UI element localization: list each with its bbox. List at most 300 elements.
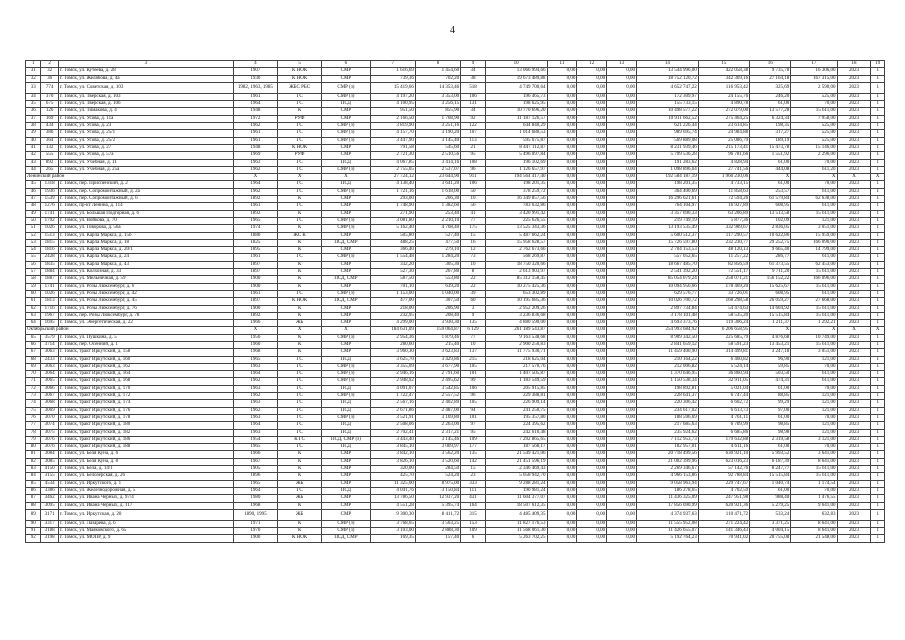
table-cell: 0,00 xyxy=(577,93,607,100)
table-cell: 5 524,14 xyxy=(698,363,749,370)
table-cell: 14 353,46 xyxy=(415,82,460,93)
table-cell: 0,00 xyxy=(547,108,577,115)
table-cell: г. Томск, ул. Маяковского, д. 65 xyxy=(58,528,233,535)
table-cell: 1936 xyxy=(41,188,58,195)
table-cell: г. Томск, ул. Розы Люксембург, д. 76 xyxy=(58,305,233,312)
table-row xyxy=(26,509,885,520)
table-cell: 1 xyxy=(871,152,885,159)
table-cell: 76 xyxy=(26,414,41,421)
table-cell: 3 256,15 xyxy=(415,101,460,108)
table-cell: 629 576,77 xyxy=(636,290,698,297)
table-cell: 254 993 684,92 xyxy=(636,327,698,334)
table-cell: 1966 xyxy=(233,451,277,458)
table-cell: 228 641,37 xyxy=(636,393,698,400)
table-cell: 653 302,89 xyxy=(485,290,547,297)
table-cell: 3 503,25 xyxy=(415,520,460,527)
table-cell: 190 981,24 xyxy=(485,487,547,494)
table-cell: 3 xyxy=(461,305,486,312)
table-cell: 1 xyxy=(871,334,885,341)
table-cell: 525,00 xyxy=(791,130,837,137)
table-cell: 2 510,56 xyxy=(415,152,460,159)
table-cell: 6 613,73 xyxy=(698,407,749,414)
table-cell: 72 594,26 xyxy=(698,196,749,203)
table-cell: 2023 xyxy=(837,429,871,436)
table-cell: 0,00 xyxy=(607,210,637,217)
table-cell: 2 954,36 xyxy=(370,334,415,341)
table-cell: 2023 xyxy=(837,528,871,535)
table-cell: 4 197,20 xyxy=(370,93,415,100)
table-cell: г. Томск, ул. Карла Маркса, д. 43 xyxy=(58,261,233,268)
table-cell: 9 300,30 xyxy=(370,509,415,520)
table-cell: 0,00 xyxy=(547,239,577,246)
table-cell: 63 xyxy=(26,312,41,319)
table-cell: 10 911 662,52 xyxy=(636,115,698,122)
table-cell: 18 xyxy=(837,61,871,68)
table-cell: 61,00 xyxy=(750,487,791,494)
table-cell: 764 104,97 xyxy=(636,203,698,210)
table-cell: 272 079,00 xyxy=(698,108,749,115)
table-cell: X xyxy=(750,327,791,334)
table-cell: 78 xyxy=(26,429,41,436)
table-cell: К xyxy=(278,239,322,246)
table-cell: 0,00 xyxy=(577,130,607,137)
table-cell: 2023 xyxy=(837,487,871,494)
table-cell: 2 541 392,20 xyxy=(636,269,698,276)
table-cell: ПСД xyxy=(322,444,370,451)
table-cell: 0,00 xyxy=(607,75,637,82)
table-cell: 3063 xyxy=(41,363,58,370)
table-cell: 611,00 xyxy=(791,203,837,210)
table-cell: 1897 xyxy=(233,261,277,268)
table-cell: 1965 xyxy=(233,480,277,487)
table-cell: 911 xyxy=(461,174,486,181)
table-cell: ГС xyxy=(278,93,322,100)
table-cell: 1 xyxy=(26,61,41,68)
table-cell: 0,00 xyxy=(607,393,637,400)
table-row xyxy=(26,393,885,400)
table-cell: 1971 xyxy=(233,520,277,527)
table-cell: ПСД xyxy=(322,385,370,392)
table-cell: ПСД xyxy=(322,400,370,407)
table-cell: 82 856,59 xyxy=(698,261,749,268)
table-cell: 0,00 xyxy=(577,283,607,290)
table-cell: г. Томск, ул. Бела, д. 14/1 xyxy=(58,466,233,473)
table-cell: 9 711,20 xyxy=(750,269,791,276)
table-cell: 364 400,69 xyxy=(636,188,698,195)
page-number: 4 xyxy=(450,25,455,36)
table-cell: 2023 xyxy=(837,400,871,407)
table-cell: 1 xyxy=(871,509,885,520)
table-cell: 0,00 xyxy=(547,203,577,210)
table-cell: 0,00 xyxy=(547,414,577,421)
table-cell: X xyxy=(322,327,370,334)
table-cell: 6 324,34 xyxy=(750,115,791,122)
table-cell: 41 xyxy=(26,144,41,151)
table-cell: 0,00 xyxy=(577,247,607,254)
table-cell: 2023 xyxy=(837,210,871,217)
table-cell: 0,00 xyxy=(577,312,607,319)
table-cell: 3 xyxy=(58,61,233,68)
table-cell: К xyxy=(278,451,322,458)
table-cell: 1969 xyxy=(233,152,277,159)
table-cell: 3 562,20 xyxy=(415,451,460,458)
table-cell: 3 845,10 xyxy=(370,444,415,451)
table-cell: ПСД xyxy=(322,422,370,429)
table-cell: 72 xyxy=(26,385,41,392)
table-cell: X xyxy=(837,327,871,334)
table-cell: 18 667 485,70 xyxy=(636,261,698,268)
table-cell: 1961 xyxy=(233,137,277,144)
table-cell: 0,00 xyxy=(547,495,577,502)
table-cell: 18 750 320,66 xyxy=(485,261,547,268)
table-cell: 15 625,67 xyxy=(750,283,791,290)
table-cell: 1948 xyxy=(233,108,277,115)
table-cell: ПСД xyxy=(322,429,370,436)
table-cell: 3 443,40 xyxy=(370,436,415,443)
table-cell: 8 411,72 xyxy=(415,509,460,520)
table-cell: 196 102,69 xyxy=(485,159,547,166)
table-cell: СМР (з) xyxy=(322,378,370,385)
table-cell: СМР xyxy=(322,312,370,319)
table-cell: 342 369,16 xyxy=(698,75,749,82)
table-cell: 0,00 xyxy=(577,115,607,122)
table-cell: 1026 xyxy=(41,290,58,297)
table-cell: К xyxy=(278,502,322,509)
table-cell: 191 283,62 xyxy=(636,159,698,166)
table-cell: 5 600 512,37 xyxy=(636,232,698,239)
table-cell: 1 xyxy=(871,203,885,210)
table-cell: 61,00 xyxy=(750,414,791,421)
table-cell: К xyxy=(278,261,322,268)
table-cell: 0,00 xyxy=(607,166,637,173)
table-cell: 3155 xyxy=(41,473,58,480)
table-cell: ПСД, СМР (з) xyxy=(322,436,370,443)
table-row xyxy=(26,385,885,392)
table-cell: К xyxy=(278,210,322,217)
table-cell: 126 xyxy=(41,108,58,115)
table-cell: г. Томск, ул. Усова, д. 57а xyxy=(58,152,233,159)
table-cell: 55 xyxy=(26,254,41,261)
table-cell: 22 xyxy=(461,283,486,290)
table-cell: 121,00 xyxy=(791,422,837,429)
table-cell: г. Томск, ул. Учебная, д. 25а xyxy=(58,166,233,173)
table-cell: 42 xyxy=(26,152,41,159)
table-cell: г. Томск, ул. Карла Маркса, д. 15б xyxy=(58,232,233,239)
table-cell: 0,00 xyxy=(577,520,607,527)
table-cell: г. Томск, ул. Лазарева, д. 6 xyxy=(58,520,233,527)
table-cell: 1 xyxy=(871,407,885,414)
table-cell: 53 xyxy=(26,239,41,246)
table-cell: г. Томск, ул. МОПР, д. 9 xyxy=(58,535,233,542)
table-cell: 1 xyxy=(871,371,885,378)
table-cell: СМР xyxy=(322,247,370,254)
table-cell: 265 xyxy=(41,166,58,173)
table-cell: 0,00 xyxy=(577,232,607,239)
table-row xyxy=(26,239,885,246)
table-cell: 135 xyxy=(461,320,486,327)
table-cell: 1 xyxy=(871,451,885,458)
table-cell: 0,00 xyxy=(547,75,577,82)
table-cell: 98,85 xyxy=(750,422,791,429)
table-cell: 503,50 xyxy=(750,371,791,378)
table-cell: 50 xyxy=(26,217,41,224)
table-cell: г. Томск, ул. Усова, д. 11а xyxy=(58,115,233,122)
table-cell: 119 306,24 xyxy=(698,320,749,327)
table-cell: 5 162,40 xyxy=(370,225,415,232)
table-cell: 1 xyxy=(871,502,885,509)
table-cell: 31 xyxy=(26,68,41,75)
table-row xyxy=(26,535,885,542)
table-cell: 15 xyxy=(698,61,749,68)
table-cell: 1 xyxy=(871,68,885,75)
table-cell: 13 453,21 xyxy=(750,341,791,348)
table-row xyxy=(26,247,885,254)
table-cell: К xyxy=(278,283,322,290)
table-cell: 3188 xyxy=(41,528,58,535)
table-cell: 1318 xyxy=(41,181,58,188)
table-cell: СМР (з) xyxy=(322,414,370,421)
table-cell: 234 617,02 xyxy=(636,407,698,414)
table-cell: 12 937,20 xyxy=(415,495,460,502)
table-cell: 0,00 xyxy=(547,341,577,348)
table-cell: 19 673 489,88 xyxy=(485,75,547,82)
table-cell: 1 xyxy=(871,225,885,232)
table-cell: 6 187,39 xyxy=(750,458,791,465)
table-cell: К xyxy=(278,196,322,203)
table-cell: 2023 xyxy=(837,520,871,527)
table-cell: 121,00 xyxy=(791,407,837,414)
table-cell: 61 xyxy=(26,298,41,305)
table-cell: 196 465,73 xyxy=(485,93,547,100)
table-cell: 39 xyxy=(461,290,486,297)
table-cell: 307,50 xyxy=(415,298,460,305)
table-cell: 3 521,91 xyxy=(370,414,415,421)
table-cell: 1948 xyxy=(233,144,277,151)
table-cell: 4 091,07 xyxy=(370,385,415,392)
table-row xyxy=(26,283,885,290)
table-cell: 61 579,84 xyxy=(750,196,791,203)
table-cell: 2023 xyxy=(837,68,871,75)
table-cell: 10 749,00 xyxy=(791,334,837,341)
table-cell: 36 xyxy=(41,75,58,82)
table-cell: 0,00 xyxy=(547,458,577,465)
table-cell: 2428 xyxy=(41,254,58,261)
table-cell: 2 704 153,53 xyxy=(636,247,698,254)
table-cell: 0,00 xyxy=(607,400,637,407)
table-cell: РУФ xyxy=(278,115,322,122)
table-cell: 0,00 xyxy=(577,502,607,509)
table-cell: 1967 xyxy=(41,312,58,319)
table-cell: 3 355,09 xyxy=(370,363,415,370)
table-cell: 11 426 655,07 xyxy=(636,528,698,535)
table-cell: 1 xyxy=(871,535,885,542)
table-cell: 14 604,92 xyxy=(750,305,791,312)
table-cell: 4 652 747,22 xyxy=(636,82,698,93)
table-cell: ЖБ xyxy=(278,495,322,502)
table-cell: 0,00 xyxy=(607,144,637,151)
table-cell: 105 xyxy=(461,363,486,370)
table-cell: 0,00 xyxy=(577,385,607,392)
table-cell: 0,00 xyxy=(577,429,607,436)
table-cell: 141 346,43 xyxy=(698,528,749,535)
table-cell: К xyxy=(278,108,322,115)
table-cell: 2023 xyxy=(837,334,871,341)
table-cell: 11 827 176,53 xyxy=(485,520,547,527)
table-cell: 386 xyxy=(41,130,58,137)
table-cell: 175 xyxy=(461,225,486,232)
table-cell: 242 610,48 xyxy=(485,429,547,436)
table-cell: 568 269,87 xyxy=(485,254,547,261)
table-cell: 106 xyxy=(461,181,486,188)
table-cell: 1 xyxy=(871,495,885,502)
table-cell: 11 775 930,71 xyxy=(485,349,547,356)
table-cell: 121,00 xyxy=(791,217,837,224)
table-cell: 0,00 xyxy=(577,239,607,246)
table-cell: 951,50 xyxy=(370,108,415,115)
table-cell: СМР xyxy=(322,320,370,327)
table-cell: СМР (з) xyxy=(322,520,370,527)
table-cell: 5 487 662,24 xyxy=(485,232,547,239)
table-cell: 4 733,15 xyxy=(698,181,749,188)
table-cell: г. Томск, ул. Войкова, д. 70 xyxy=(58,217,233,224)
district-subtotal-row xyxy=(26,327,885,334)
table-cell: 10 275 425,36 xyxy=(485,283,547,290)
table-cell: 1 xyxy=(871,123,885,130)
table-cell: 0,00 xyxy=(607,414,637,421)
table-cell: 155 733,15 xyxy=(636,101,698,108)
table-cell: 246,20 xyxy=(750,93,791,100)
table-cell: 4 041,76 xyxy=(370,487,415,494)
table-cell: 1900 xyxy=(233,276,277,283)
table-cell: 2433 xyxy=(41,356,58,363)
table-cell: 1 xyxy=(871,254,885,261)
table-cell: СМР xyxy=(322,68,370,75)
table-cell: 172 309,97 xyxy=(636,93,698,100)
table-cell: 739,36 xyxy=(370,75,415,82)
table-cell: 2 319,58 xyxy=(750,436,791,443)
table-cell: ГС xyxy=(278,159,322,166)
table-cell: 57 142,76 xyxy=(698,466,749,473)
table-cell: 16 349 857,56 xyxy=(485,196,547,203)
table-cell: 3076 xyxy=(41,444,58,451)
table-cell: 16 xyxy=(750,61,791,68)
table-cell: СМР (з) xyxy=(322,82,370,93)
table-cell: 92 xyxy=(461,115,486,122)
table-cell: 1892 xyxy=(233,210,277,217)
table-cell: 198 201,35 xyxy=(485,181,547,188)
table-cell: г. Томск, тракт Иркутский, д. 174 xyxy=(58,400,233,407)
table-cell: 702,20 xyxy=(415,75,460,82)
table-row xyxy=(26,82,885,93)
register-table xyxy=(25,60,885,543)
table-cell: 1 551,92 xyxy=(750,152,791,159)
table-cell: г. Томск, ул. Иркутская, д. 20 xyxy=(58,509,233,520)
table-cell: 0,00 xyxy=(607,520,637,527)
table-cell: 0,00 xyxy=(607,290,637,297)
table-cell: X xyxy=(750,174,791,181)
table-cell: ПСД xyxy=(322,487,370,494)
table-row xyxy=(26,290,885,297)
table-cell: К xyxy=(278,305,322,312)
table-cell: 0,00 xyxy=(547,385,577,392)
table-cell: 96 781,66 xyxy=(698,152,749,159)
table-cell: 2023 xyxy=(837,363,871,370)
table-cell: 205 915,85 xyxy=(485,385,547,392)
table-cell: 2023 xyxy=(837,495,871,502)
table-cell: 36 860,94 xyxy=(698,371,749,378)
table-row xyxy=(26,422,885,429)
table-cell: 527,40 xyxy=(415,232,460,239)
table-cell: 1 xyxy=(871,232,885,239)
table-cell: ГС xyxy=(278,487,322,494)
table-cell: К xyxy=(278,520,322,527)
table-cell: 0,00 xyxy=(577,68,607,75)
table-cell: 15 611,00 xyxy=(791,305,837,312)
table-cell: 109 xyxy=(461,436,486,443)
table-cell: 2023 xyxy=(837,371,871,378)
table-cell: 320,00 xyxy=(370,466,415,473)
table-row xyxy=(26,520,885,527)
table-cell: 3579 xyxy=(41,334,58,341)
table-cell: 1 554,48 xyxy=(370,254,415,261)
table-cell: 18 752 120,72 xyxy=(636,75,698,82)
table-cell: 1 722,47 xyxy=(370,393,415,400)
table-cell: ГС xyxy=(278,422,322,429)
table-cell: СМР xyxy=(322,502,370,509)
table-cell: СМР xyxy=(322,473,370,480)
table-cell: 2023 xyxy=(837,283,871,290)
table-row xyxy=(26,528,885,535)
table-cell: 74 xyxy=(26,400,41,407)
table-cell: г. Томск, ул. Белозерская, д. 26 xyxy=(58,473,233,480)
table-cell: 210 164,22 xyxy=(636,356,698,363)
table-cell: 1964 xyxy=(233,371,277,378)
table-cell: 101 xyxy=(461,371,486,378)
table-cell: 1 454,60 xyxy=(415,68,460,75)
table-cell: 2023 xyxy=(837,82,871,93)
table-cell: 1961 xyxy=(233,203,277,210)
table-cell: 0,00 xyxy=(547,520,577,527)
table-cell: 2023 xyxy=(837,320,871,327)
table-cell: 1 284,20 xyxy=(415,254,460,261)
table-cell: 70,00 xyxy=(791,101,837,108)
table-row xyxy=(26,115,885,122)
table-cell: 2023 xyxy=(837,93,871,100)
table-cell: 62 638,00 xyxy=(791,196,837,203)
table-cell: 106 xyxy=(461,385,486,392)
table-cell: г. Томск, тракт Иркутский, д. 164 xyxy=(58,371,233,378)
table-cell: 2023 xyxy=(837,181,871,188)
table-cell: 35 xyxy=(26,101,41,108)
table-cell: 0,00 xyxy=(607,152,637,159)
table-cell: 11 257,22 xyxy=(698,254,749,261)
table-cell: 3067 xyxy=(41,393,58,400)
table-cell: 58 535,20 xyxy=(698,312,749,319)
table-cell: 1962 xyxy=(233,188,277,195)
table-cell: ГС xyxy=(278,217,322,224)
table-cell: 305,30 xyxy=(415,261,460,268)
table-cell: СМР xyxy=(322,152,370,159)
table-cell: 121,00 xyxy=(791,429,837,436)
table-cell: 0,00 xyxy=(577,144,607,151)
table-cell: X xyxy=(233,174,277,181)
table-cell: 0,00 xyxy=(577,210,607,217)
table-cell: 2023 xyxy=(837,305,871,312)
table-cell: 3 960,30 xyxy=(370,349,415,356)
table-cell: 4 890,78 xyxy=(698,101,749,108)
table-cell: г. Томск, ул. Розы Люксембург, д. 42 xyxy=(58,290,233,297)
table-cell: 1792 xyxy=(41,217,58,224)
